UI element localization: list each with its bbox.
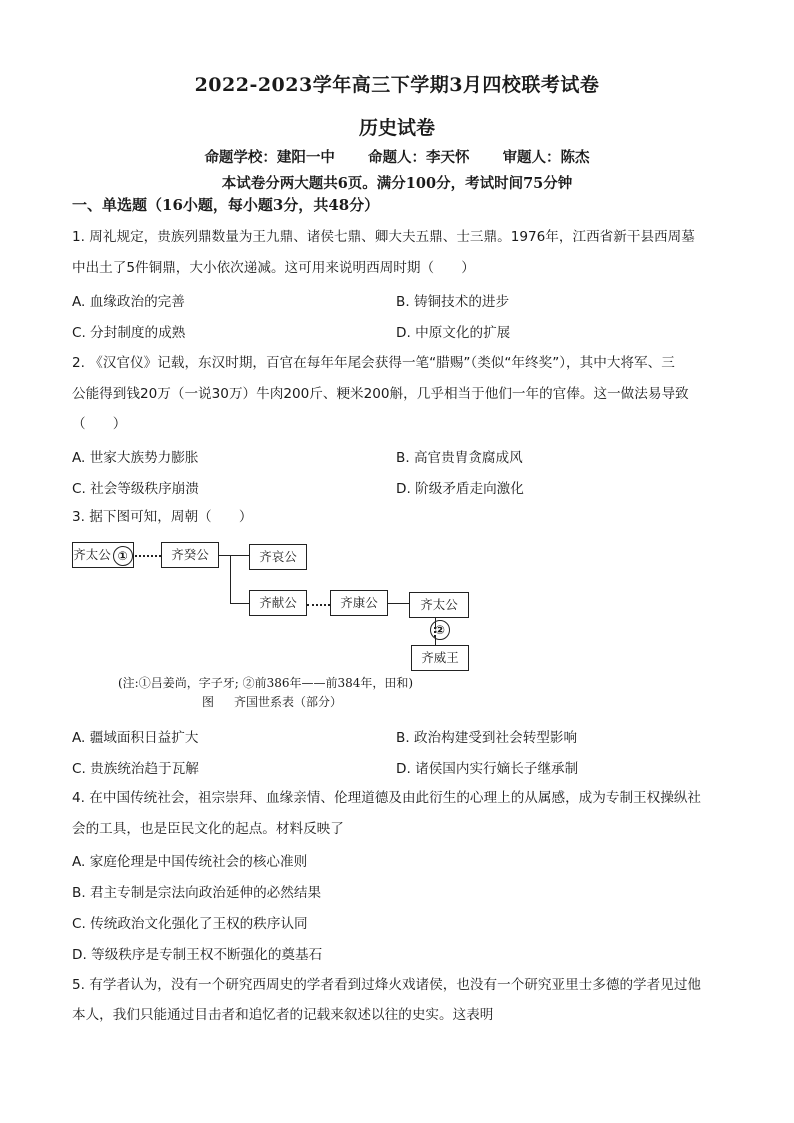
q1-stem-line2: 中出土了5件铜鼎，大小依次递减。这可用来说明西周时期（ ）	[72, 260, 475, 276]
diagram-caption	[202, 693, 342, 710]
exam-credits	[0, 146, 794, 167]
lineage-box-tai-gong-2	[409, 592, 469, 637]
q1-option-d: D. 中原文化的扩展	[396, 325, 511, 341]
q1-option-c: C. 分封制度的成熟	[72, 325, 186, 341]
q3-option-a: A. 疆域面积日益扩大	[72, 730, 199, 746]
q5-stem-line1: 5. 有学者认为，没有一个研究西周史的学者看到过烽火戏诸侯，也没有一个研究亚里士多德的学者见过他	[72, 977, 702, 993]
q4-stem-line2: 会的工具，也是臣民文化的起点。材料反映了	[72, 821, 344, 837]
q4-option-b: B. 君主专制是宗法向政治延伸的必然结果	[72, 885, 322, 901]
dotted-connector	[135, 555, 161, 557]
solid-connector	[230, 555, 231, 603]
q4-stem-line1: 4. 在中国传统社会，祖宗崇拜、血缘亲情、伦理道德及由此衍生的心理上的从属感，成为专制王权操纵社	[72, 790, 702, 806]
q2-option-d: D. 阶级矛盾走向激化	[396, 481, 524, 497]
lineage-box-ai-gong: 齐哀公	[249, 544, 307, 570]
lineage-box-xian-gong: 齐献公	[249, 590, 307, 616]
q4-option-c: C. 传统政治文化强化了王权的秩序认同	[72, 916, 308, 932]
exam-reviewer: 审题人：陈杰	[502, 149, 590, 166]
solid-connector	[435, 618, 436, 627]
q1-option-b: B. 铸铜技术的进步	[396, 294, 510, 310]
solid-connector	[230, 603, 249, 604]
diagram-note: (注:①吕姜尚，字子牙; ②前386年——前384年，田和)	[118, 676, 414, 690]
solid-connector	[435, 637, 436, 645]
circle-2-marker: ②	[430, 620, 450, 640]
caption-text: 齐国世系表（部分）	[234, 695, 343, 709]
exam-info: 本试卷分两大题共6页。满分100分，考试时间75分钟	[221, 175, 573, 192]
lineage-box-tai-gong-2-label: 齐太公	[420, 597, 458, 612]
q1-stem-line1: 1. 周礼规定，贵族列鼎数量为王九鼎、诸侯七鼎、卿大夫五鼎、士三鼎。1976年，江西省新干县西周墓	[72, 229, 695, 245]
q3-option-b: B. 政治构建受到社会转型影响	[396, 730, 578, 746]
lineage-box-tai-gong-1	[72, 542, 134, 568]
q2-option-b: B. 高官贵胄贪腐成风	[396, 450, 523, 466]
q1-option-a: A. 血缘政治的完善	[72, 294, 185, 310]
exam-title: 2022-2023学年高三下学期3月四校联考试卷	[194, 74, 600, 96]
dotted-connector	[434, 627, 436, 637]
circle-1-marker: ①	[113, 546, 133, 566]
lineage-box-gui-gong: 齐癸公	[161, 542, 219, 568]
q5-stem-line2: 本人，我们只能通过目击者和追忆者的记载来叙述以往的史实。这表明	[72, 1007, 494, 1023]
q2-stem-line3: （ ）	[72, 416, 127, 432]
exam-school: 命题学校：建阳一中	[204, 149, 335, 166]
caption-fig-label: 图	[202, 695, 215, 709]
solid-connector	[218, 555, 249, 556]
q2-stem-line1: 2. 《汉官仪》记载，东汉时期，百官在每年年尾会获得一笔“腊赐”（类似“年终奖”），其中大将军、三	[72, 355, 675, 371]
section-heading: 一、单选题（16小题，每小题3分，共48分）	[72, 196, 380, 214]
dotted-connector	[307, 604, 330, 606]
exam-author: 命题人：李天怀	[368, 149, 470, 166]
q3-option-d: D. 诸侯国内实行嫡长子继承制	[396, 761, 579, 777]
lineage-box-kang-gong: 齐康公	[330, 590, 388, 616]
lineage-box-tai-gong-1-label: 齐太公	[73, 547, 111, 562]
q2-option-a: A. 世家大族势力膨胀	[72, 450, 199, 466]
lineage-box-wei-wang: 齐威王	[411, 645, 469, 671]
q3-stem-line1: 3. 据下图可知，周朝（ ）	[72, 509, 253, 525]
qi-lineage-diagram	[72, 536, 492, 711]
q4-option-d: D. 等级秩序是专制王权不断强化的奠基石	[72, 947, 323, 963]
q2-option-c: C. 社会等级秩序崩溃	[72, 481, 199, 497]
q3-option-c: C. 贵族统治趋于瓦解	[72, 761, 199, 777]
exam-subject: 历史试卷	[358, 117, 435, 139]
solid-connector	[387, 603, 409, 604]
q2-stem-line2: 公能得到钱20万（一说30万）牛肉200斤、粳米200斛，几乎相当于他们一年的官俸。这一做法易导致	[72, 386, 689, 402]
q4-option-a: A. 家庭伦理是中国传统社会的核心准则	[72, 854, 308, 870]
